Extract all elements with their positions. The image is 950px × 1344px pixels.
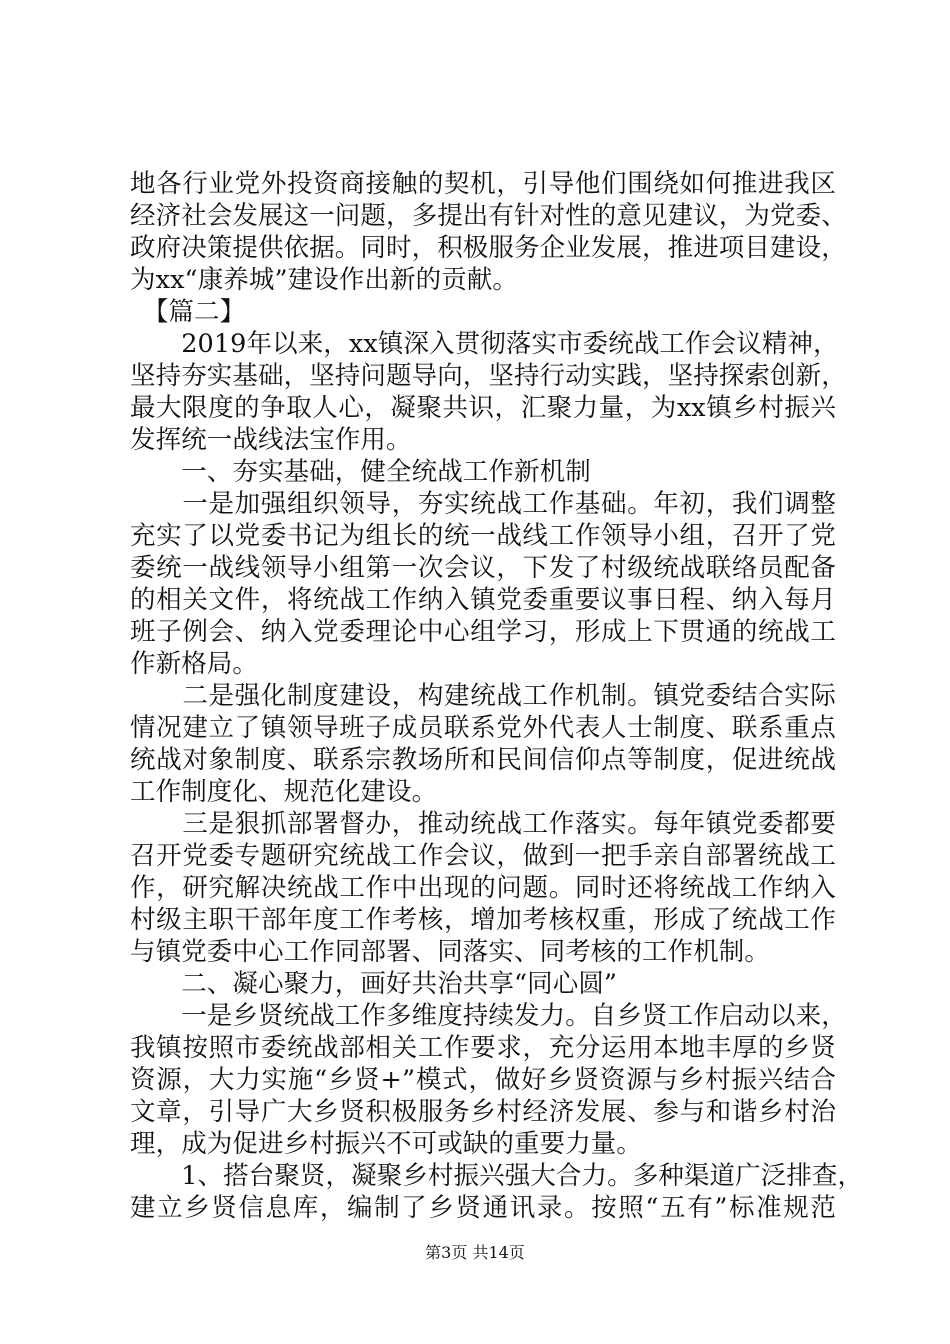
text-line: 三是狠抓部署督办，推动统战工作落实。每年镇党委都要: [130, 809, 836, 839]
text-line: 一是乡贤统战工作多维度持续发力。自乡贤工作启动以来，: [130, 1001, 847, 1031]
text-line: 1、搭台聚贤，凝聚乡村振兴强大合力。多种渠道广泛排查，: [130, 1161, 864, 1191]
text-line: 委统一战线领导小组第一次会议，下发了村级统战联络员配备: [130, 553, 836, 583]
text-line: 为xx“康养城”建设作出新的贡献。: [130, 265, 519, 295]
text-line: 一、夯实基础，健全统战工作新机制: [130, 457, 591, 487]
text-line: 二、凝心聚力，画好共治共享“同心圆”: [130, 969, 618, 999]
text-line: 地各行业党外投资商接触的契机，引导他们围绕如何推进我区: [130, 169, 836, 199]
text-line: 班子例会、纳入党委理论中心组学习，形成上下贯通的统战工: [130, 617, 836, 647]
text-line: 发挥统一战线法宝作用。: [130, 425, 412, 455]
text-line: 情况建立了镇领导班子成员联系党外代表人士制度、联系重点: [130, 713, 836, 743]
text-line: 我镇按照市委统战部相关工作要求，充分运用本地丰厚的乡贤: [130, 1033, 836, 1063]
text-line: 经济社会发展这一问题，多提出有针对性的意见建议，为党委、: [130, 201, 847, 231]
text-line: 村级主职干部年度工作考核，增加考核权重，形成了统战工作: [130, 905, 836, 935]
text-line: 统战对象制度、联系宗教场所和民间信仰点等制度，促进统战: [130, 745, 836, 775]
document-body: [130, 168, 864, 1224]
text-line: 充实了以党委书记为组长的统一战线工作领导小组，召开了党: [130, 521, 836, 551]
text-line: 一是加强组织领导，夯实统战工作基础。年初，我们调整: [130, 489, 836, 519]
text-line: 资源，大力实施“乡贤+”模式，做好乡贤资源与乡村振兴结合: [130, 1065, 836, 1095]
text-line: 与镇党委中心工作同部署、同落实、同考核的工作机制。: [130, 937, 771, 967]
text-line: 【篇二】: [130, 297, 246, 327]
text-line: 理，成为促进乡村振兴不可或缺的重要力量。: [130, 1129, 643, 1159]
text-line: 建立乡贤信息库，编制了乡贤通讯录。按照“五有”标准规范: [130, 1193, 836, 1223]
text-line: 作，研究解决统战工作中出现的问题。同时还将统战工作纳入: [130, 873, 836, 903]
text-line: 召开党委专题研究统战工作会议，做到一把手亲自部署统战工: [130, 841, 836, 871]
text-line: 的相关文件，将统战工作纳入镇党委重要议事日程、纳入每月: [130, 585, 836, 615]
text-line: 文章，引导广大乡贤积极服务乡村经济发展、参与和谐乡村治: [130, 1097, 836, 1127]
text-line: 二是强化制度建设，构建统战工作机制。镇党委结合实际: [130, 681, 836, 711]
text-line: 2019年以来，xx镇深入贯彻落实市委统战工作会议精神，: [130, 329, 839, 359]
text-line: 工作制度化、规范化建设。: [130, 777, 438, 807]
text-line: 作新格局。: [130, 649, 259, 679]
text-line: 坚持夯实基础，坚持问题导向，坚持行动实践，坚持探索创新，: [130, 361, 847, 391]
text-line: 政府决策提供依据。同时，积极服务企业发展，推进项目建设，: [130, 233, 847, 263]
text-line: 最大限度的争取人心，凝聚共识，汇聚力量，为xx镇乡村振兴: [130, 393, 836, 423]
page-footer: 第3页 共14页: [425, 1243, 525, 1262]
